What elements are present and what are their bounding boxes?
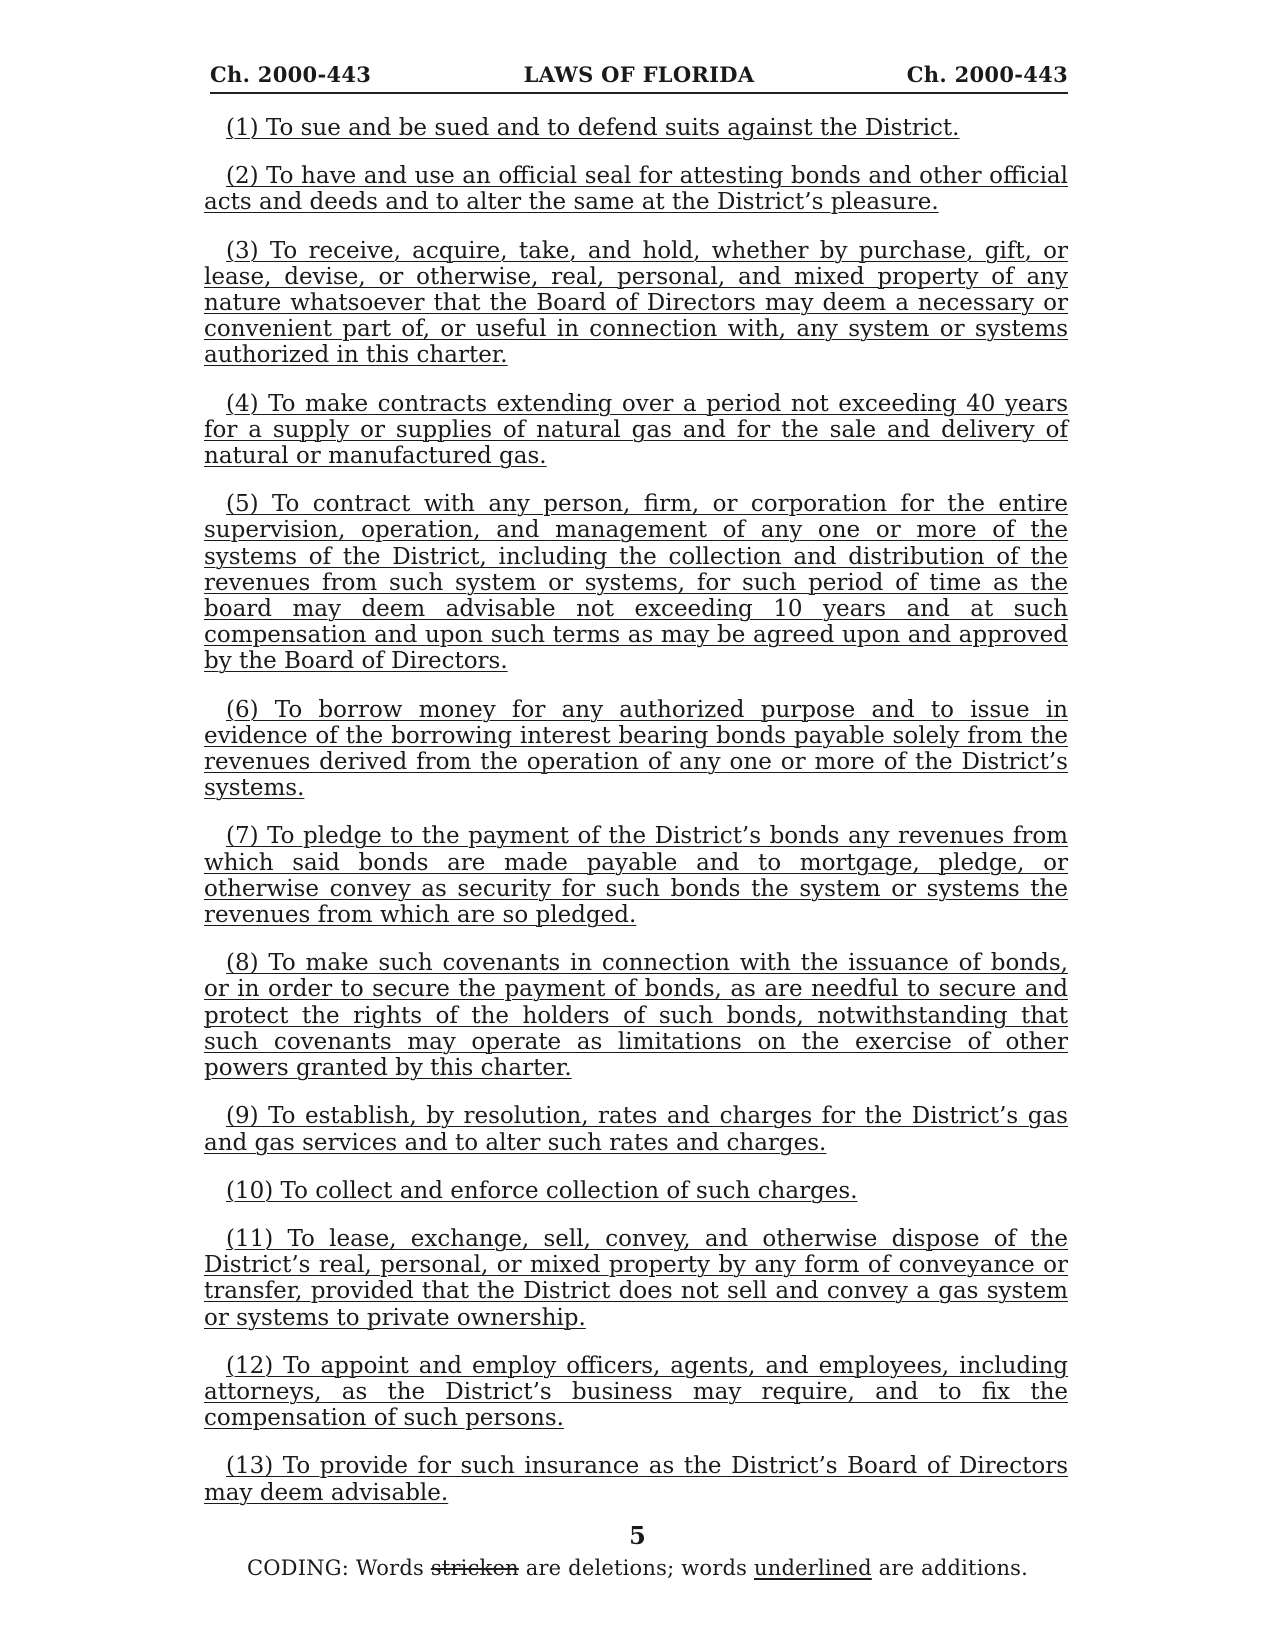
paragraph-4: (4) To make contracts extending over a period not exceeding 40 years for a supply or supplies of natural gas and for the sale and delivery of natural or manufactured gas. (204, 390, 1068, 470)
paragraph-7: (7) To pledge to the payment of the District’s bonds any revenues from which said bonds are made payable and to mortgage, pledge, or otherwise convey as security for such bonds the system or systems the revenues from which are so pledged. (204, 823, 1068, 929)
paragraph-5: (5) To contract with any person, firm, or corporation for the entire supervision, operation, and management of any one or more of the systems of the District, including the collection and distribution of the revenues from such system or systems, for such period of time as the board may deem advisable not exceeding 10 years and at such compensation and upon such terms as may be agreed upon and approved by the Board of Directors. (204, 491, 1068, 675)
paragraph-9: (9) To establish, by resolution, rates and charges for the District’s gas and gas services and to alter such rates and charges. (204, 1103, 1068, 1156)
page-header (210, 62, 1068, 94)
document-body (204, 115, 1068, 1528)
coding-underlined-word: underlined (754, 1556, 872, 1580)
paragraph-10: (10) To collect and enforce collection of such charges. (226, 1177, 858, 1204)
paragraph-1: (1) To sue and be sued and to defend suits against the District. (226, 115, 960, 141)
coding-stricken-word: stricken (430, 1556, 519, 1580)
paragraph-8: (8) To make such covenants in connection with the issuance of bonds, or in order to secure the payment of bonds, as are needful to secure and protect the rights of the holders of such bonds, notwithstanding that such covenants may operate as limitations on the exercise of other powers granted by this charter. (204, 950, 1068, 1082)
paragraph-13: (13) To provide for such insurance as the District’s Board of Directors may deem advisable. (204, 1453, 1068, 1506)
paragraph-3: (3) To receive, acquire, take, and hold, whether by purchase, gift, or lease, devise, or otherwise, real, personal, and mixed property of any nature whatsoever that the Board of Directors may deem a necessary or convenient part of, or useful in connection with, any system or systems authorized in this charter. (204, 237, 1068, 369)
coding-suffix: are additions. (871, 1556, 1029, 1580)
header-chapter-right: Ch. 2000-443 (906, 62, 1068, 87)
paragraph-6: (6) To borrow money for any authorized purpose and to issue in evidence of the borrowing interest bearing bonds payable solely from the revenues derived from the operation of any one or more of the District’s systems. (204, 696, 1068, 802)
header-chapter-left: Ch. 2000-443 (210, 62, 372, 87)
coding-middle: are deletions; words (518, 1556, 754, 1580)
coding-legend (0, 1556, 1275, 1580)
header-title: LAWS OF FLORIDA (523, 62, 755, 87)
page-number: 5 (629, 1521, 646, 1550)
paragraph-12: (12) To appoint and employ officers, agents, and employees, including attorneys, as the District’s business may require, and to fix the compensation of such persons. (204, 1352, 1068, 1432)
paragraph-11: (11) To lease, exchange, sell, convey, and otherwise dispose of the District’s real, personal, or mixed property by any form of conveyance or transfer, provided that the District does not sell and convey a gas system or systems to private ownership. (204, 1225, 1068, 1331)
coding-prefix: CODING: Words (246, 1556, 431, 1580)
paragraph-2: (2) To have and use an official seal for attesting bonds and other official acts and deeds and to alter the same at the District’s pleasure. (204, 163, 1068, 216)
